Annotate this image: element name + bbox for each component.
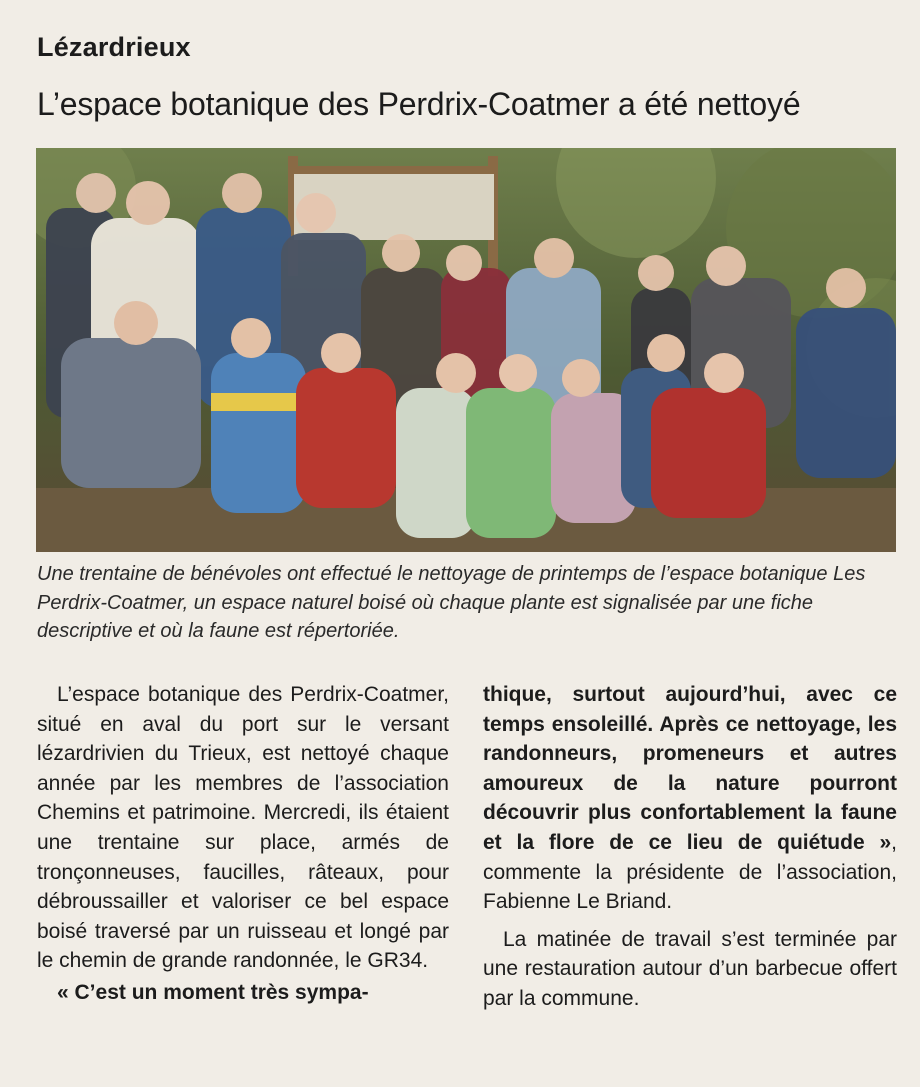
article-headline: L’espace botanique des Perdrix-Coatmer a été nettoyé: [37, 86, 801, 122]
quote-attribution: , commente la présidente de l’association, Fabienne Le Briand.: [483, 830, 897, 914]
photo-caption: Une trentaine de bénévoles ont effectué le nettoyage de printemps de l’espace botanique Les Perdrix-Coatmer, un espace naturel boisé où chaque plante est signalisée par une fiche descriptive et où la faune est répertoriée.: [37, 563, 866, 642]
quote-end: thique, surtout aujourd’hui, avec ce temps ensoleillé. Après ce nettoyage, les randonneurs, promeneurs et autres amoureux de la nature pourront découvrir plus confortablement la faune et la flore de ce lieu de quiétude »: [483, 683, 897, 854]
article-column-left: [37, 680, 449, 1008]
body-paragraph-1: L’espace botanique des Perdrix-Coatmer, situé en aval du port sur le versant lézardrivien du Trieux, est nettoyé chaque année par les membres de l’association Chemins et patrimoine. Mercredi, ils étaient une trentaine sur place, armés de tronçonneuses, faucilles, râteaux, pour débroussailler et valoriser ce bel espace boisé traversé par un ruisseau et longé par le chemin de grande randonnée, le GR34.: [37, 683, 449, 973]
photo-illustration: [36, 148, 896, 552]
quote-start: « C’est un moment très sympa-: [57, 980, 369, 1004]
quote-paragraph: [483, 680, 897, 917]
body-paragraph-2: La matinée de travail s’est terminée par une restauration autour d’un barbecue offert par la commune.: [483, 927, 897, 1010]
article-column-right: [483, 680, 897, 1014]
locality-heading: Lézardrieux: [37, 32, 191, 62]
article-photo: [36, 148, 896, 552]
